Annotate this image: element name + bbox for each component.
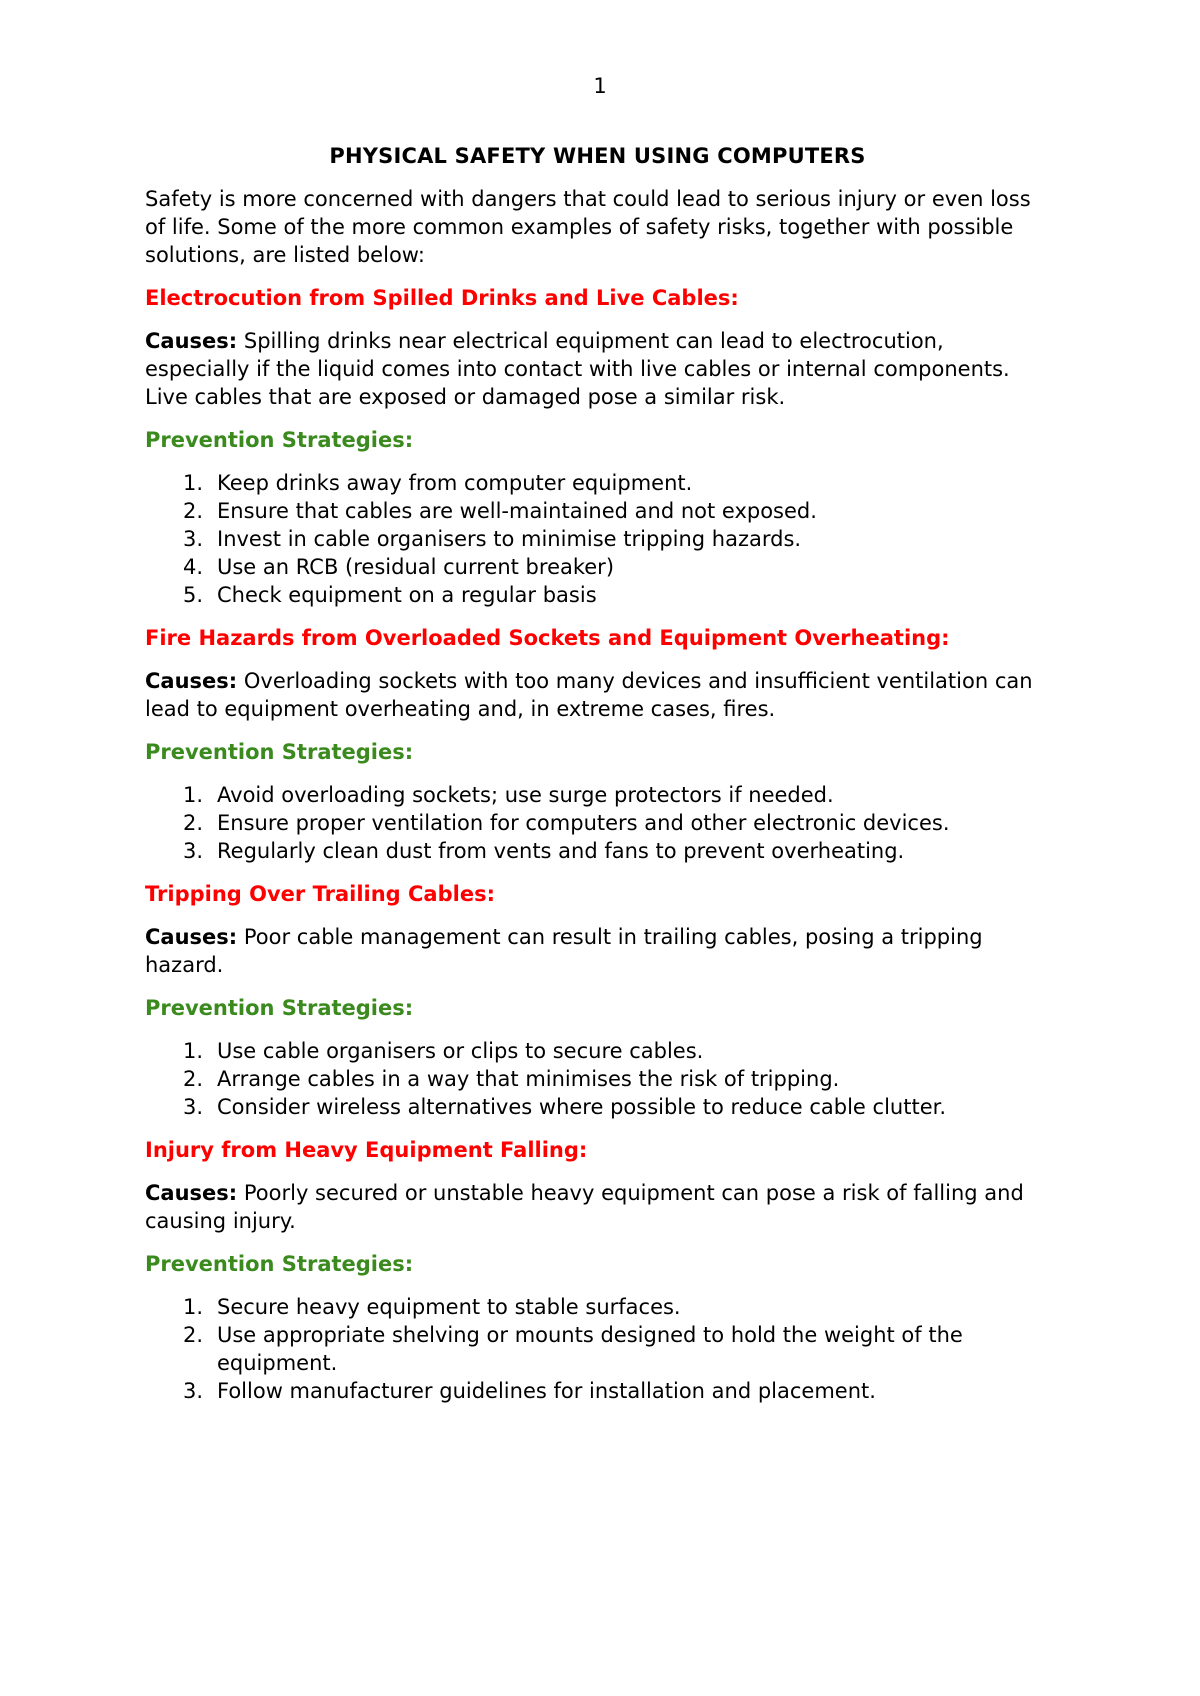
causes-label: Causes: [145, 1181, 238, 1205]
list-item [145, 497, 1050, 525]
list-item-number: 2. [183, 1323, 204, 1347]
hazard-heading: Tripping Over Trailing Cables: [145, 882, 495, 906]
causes-text: Poor cable management can result in trailing cables, posing a tripping hazard. [145, 925, 990, 977]
list-item [145, 553, 1050, 581]
list-item [145, 809, 1050, 837]
list-item-text: Use cable organisers or clips to secure cables. [217, 1039, 704, 1063]
list-item-number: 3. [183, 839, 204, 863]
hazard-section [145, 880, 1050, 1121]
list-item-number: 3. [183, 1095, 204, 1119]
list-item-number: 3. [183, 1379, 204, 1403]
causes-label: Causes: [145, 925, 238, 949]
list-item-number: 1. [183, 1295, 204, 1319]
list-item-text: Avoid overloading sockets; use surge protectors if needed. [217, 783, 834, 807]
list-item-text: Consider wireless alternatives where possible to reduce cable clutter. [217, 1095, 946, 1119]
prevention-heading: Prevention Strategies: [145, 428, 414, 452]
prevention-list [145, 781, 1050, 865]
causes-label: Causes: [145, 669, 238, 693]
hazard-heading: Electrocution from Spilled Drinks and Live Cables: [145, 286, 739, 310]
list-item [145, 1065, 1050, 1093]
hazard-heading: Injury from Heavy Equipment Falling: [145, 1138, 588, 1162]
sections-container [145, 284, 1050, 1405]
list-item [145, 1321, 1050, 1377]
list-item-number: 2. [183, 1067, 204, 1091]
list-item-text: Use an RCB (residual current breaker) [217, 555, 615, 579]
list-item-number: 1. [183, 471, 204, 495]
list-item-number: 1. [183, 783, 204, 807]
prevention-list [145, 469, 1050, 609]
document-title: PHYSICAL SAFETY WHEN USING COMPUTERS [329, 144, 866, 168]
causes-paragraph [145, 327, 1050, 411]
list-item-number: 2. [183, 811, 204, 835]
list-item [145, 581, 1050, 609]
list-item-number: 2. [183, 499, 204, 523]
prevention-list [145, 1293, 1050, 1405]
list-item-text: Ensure that cables are well-maintained and not exposed. [217, 499, 817, 523]
list-item-text: Use appropriate shelving or mounts designed to hold the weight of the equipment. [217, 1323, 963, 1375]
list-item [145, 1037, 1050, 1065]
hazard-section [145, 1136, 1050, 1405]
list-item-number: 4. [183, 555, 204, 579]
causes-paragraph [145, 1179, 1050, 1235]
hazard-section [145, 624, 1050, 865]
causes-text: Poorly secured or unstable heavy equipment can pose a risk of falling and causing injury. [145, 1181, 1031, 1233]
list-item [145, 525, 1050, 553]
document-body [145, 142, 1050, 1420]
causes-text: Overloading sockets with too many devices and insufficient ventilation can lead to equipment overheating and, in extreme cases, fires. [145, 669, 1040, 721]
causes-paragraph [145, 667, 1050, 723]
intro-paragraph: Safety is more concerned with dangers that could lead to serious injury or even loss of life. Some of the more common examples of safety risks, together with possible solutions, are listed below: [145, 187, 1031, 267]
list-item-text: Secure heavy equipment to stable surfaces. [217, 1295, 681, 1319]
list-item [145, 837, 1050, 865]
list-item [145, 469, 1050, 497]
list-item-text: Keep drinks away from computer equipment. [217, 471, 693, 495]
hazard-heading: Fire Hazards from Overloaded Sockets and Equipment Overheating: [145, 626, 950, 650]
page-number: 1 [593, 74, 607, 98]
list-item-number: 1. [183, 1039, 204, 1063]
prevention-heading: Prevention Strategies: [145, 1252, 414, 1276]
list-item [145, 1093, 1050, 1121]
list-item [145, 781, 1050, 809]
list-item-text: Invest in cable organisers to minimise tripping hazards. [217, 527, 802, 551]
list-item-text: Arrange cables in a way that minimises the risk of tripping. [217, 1067, 840, 1091]
list-item [145, 1293, 1050, 1321]
list-item [145, 1377, 1050, 1405]
list-item-number: 5. [183, 583, 204, 607]
list-item-text: Regularly clean dust from vents and fans to prevent overheating. [217, 839, 905, 863]
causes-paragraph [145, 923, 1050, 979]
hazard-section [145, 284, 1050, 609]
list-item-number: 3. [183, 527, 204, 551]
prevention-heading: Prevention Strategies: [145, 996, 414, 1020]
list-item-text: Follow manufacturer guidelines for installation and placement. [217, 1379, 876, 1403]
prevention-heading: Prevention Strategies: [145, 740, 414, 764]
list-item-text: Ensure proper ventilation for computers and other electronic devices. [217, 811, 950, 835]
causes-label: Causes: [145, 329, 238, 353]
causes-text: Spilling drinks near electrical equipment can lead to electrocution, especially if the liquid comes into contact with live cables or internal components. Live cables that are exposed or damaged pose a similar risk. [145, 329, 1017, 409]
prevention-list [145, 1037, 1050, 1121]
list-item-text: Check equipment on a regular basis [217, 583, 597, 607]
